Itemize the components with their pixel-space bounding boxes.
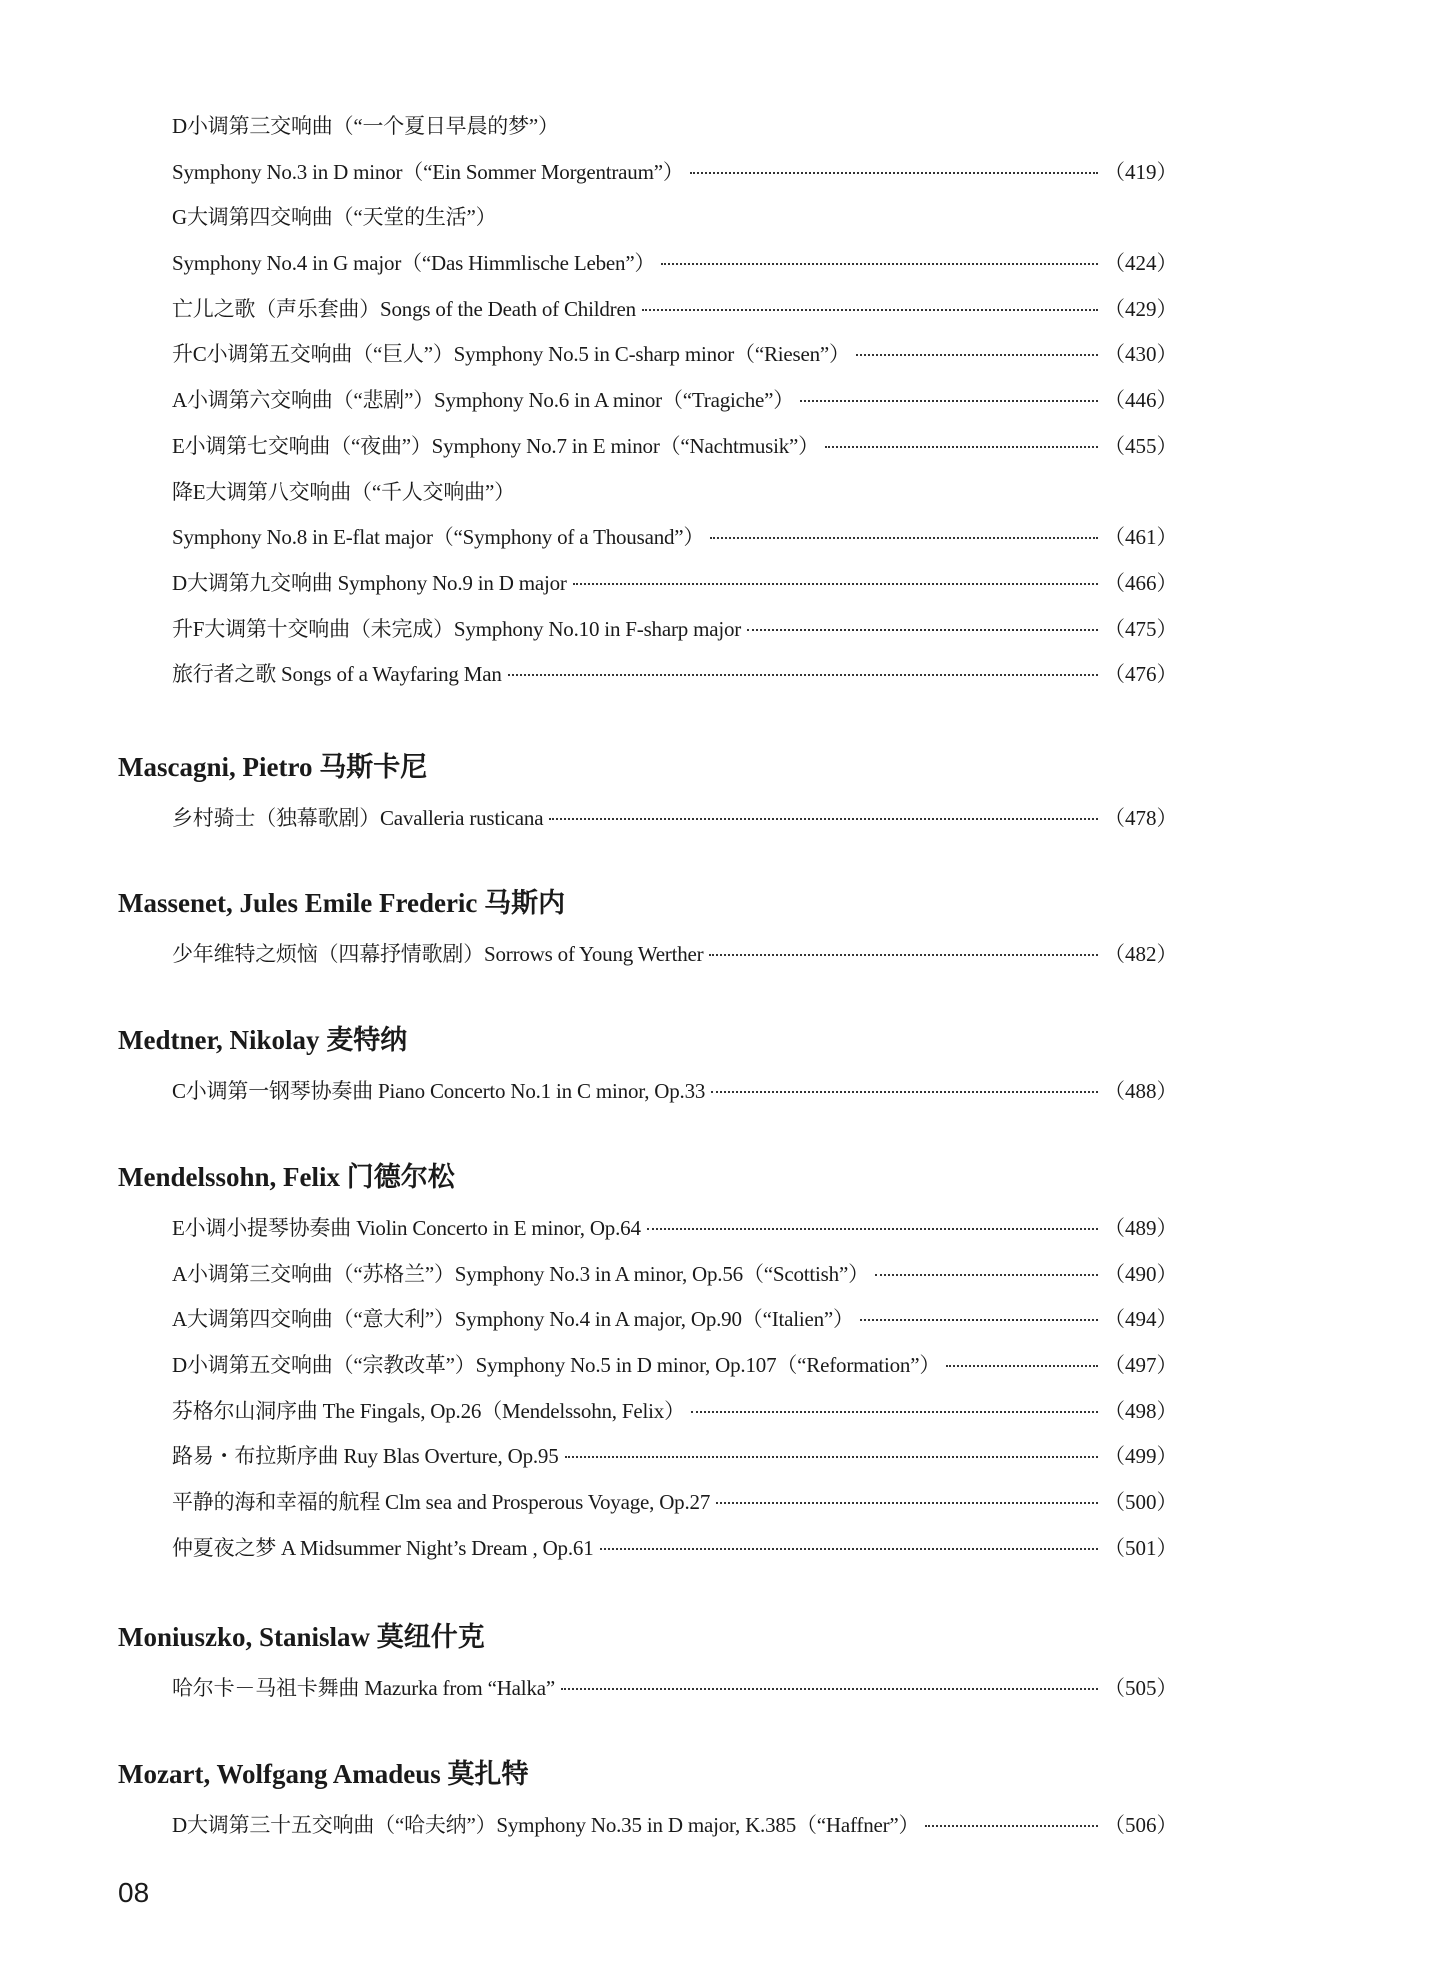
entry-page: （497） xyxy=(1104,1353,1178,1378)
entry-page: （501） xyxy=(1104,1535,1178,1560)
toc-entry[interactable] xyxy=(172,1480,1178,1526)
entry-page: （499） xyxy=(1104,1444,1178,1469)
entry-title: 降E大调第八交响曲（“千人交响曲”） xyxy=(172,479,515,504)
dot-leader xyxy=(565,1456,1098,1458)
dot-leader xyxy=(825,446,1098,448)
composer-heading: Mascagni, Pietro 马斯卡尼 xyxy=(118,752,428,782)
entry-page: （461） xyxy=(1104,525,1178,550)
toc-entry[interactable] xyxy=(172,1434,1178,1480)
entry-page: （466） xyxy=(1104,570,1178,595)
entry-page: （490） xyxy=(1104,1261,1178,1286)
entry-title: 哈尔卡－马祖卡舞曲 Mazurka from “Halka” xyxy=(172,1676,555,1700)
entry-title: A小调第三交响曲（“苏格兰”）Symphony No.3 in A minor, Op.56（“Scottish”） xyxy=(172,1261,869,1286)
dot-leader xyxy=(856,354,1098,356)
entry-page: （429） xyxy=(1104,296,1178,321)
entry-title: D大调第九交响曲 Symphony No.9 in D major xyxy=(172,570,567,595)
toc-entry[interactable] xyxy=(172,561,1178,607)
toc-entry[interactable] xyxy=(172,1666,1178,1712)
entry-title: 芬格尔山洞序曲 The Fingals, Op.26（Mendelssohn, Felix） xyxy=(172,1398,685,1423)
entry-page: （424） xyxy=(1104,251,1178,276)
toc-entry[interactable] xyxy=(172,1389,1178,1435)
dot-leader xyxy=(600,1548,1098,1550)
toc-entry[interactable] xyxy=(172,287,1178,333)
toc-entry[interactable] xyxy=(172,1343,1178,1389)
composer-section-medtner xyxy=(118,1017,1178,1115)
toc-entry[interactable] xyxy=(172,652,1178,698)
toc-entry[interactable] xyxy=(172,1526,1178,1572)
toc-entry[interactable] xyxy=(172,424,1178,470)
page-number: 08 xyxy=(118,1877,150,1908)
entry-title: Symphony No.3 in D minor（“Ein Sommer Morgentraum”） xyxy=(172,159,684,184)
toc-entry[interactable] xyxy=(172,241,1178,287)
entry-title: 乡村骑士（独幕歌剧）Cavalleria rusticana xyxy=(172,806,544,830)
dot-leader xyxy=(573,583,1098,585)
composer-section-massenet xyxy=(118,880,1178,978)
toc-entry[interactable] xyxy=(172,932,1178,978)
toc-entry[interactable] xyxy=(172,332,1178,378)
composer-section-mendelssohn xyxy=(118,1154,1178,1572)
toc-entry[interactable] xyxy=(172,1069,1178,1115)
toc-entry[interactable] xyxy=(172,1252,1178,1298)
entry-title: 旅行者之歌 Songs of a Wayfaring Man xyxy=(172,662,502,687)
entry-page: （419） xyxy=(1104,159,1178,184)
entry-page: （488） xyxy=(1104,1079,1178,1103)
entry-page: （475） xyxy=(1104,616,1178,641)
toc-entry[interactable] xyxy=(172,796,1178,842)
entry-page: （455） xyxy=(1104,433,1178,458)
entry-page: （476） xyxy=(1104,662,1178,687)
composer-section-moniuszko xyxy=(118,1614,1178,1712)
dot-leader xyxy=(875,1274,1098,1276)
entry-page: （494） xyxy=(1104,1307,1178,1332)
entry-page: （446） xyxy=(1104,388,1178,413)
entry-title: 升C小调第五交响曲（“巨人”）Symphony No.5 in C-sharp minor（“Riesen”） xyxy=(172,342,850,367)
dot-leader xyxy=(690,172,1098,174)
toc-entry[interactable] xyxy=(172,378,1178,424)
toc-entry[interactable] xyxy=(172,1206,1178,1252)
composer-heading: Mendelssohn, Felix 门德尔松 xyxy=(118,1162,455,1192)
entry-title: D小调第五交响曲（“宗教改革”）Symphony No.5 in D minor, Op.107（“Reformation”） xyxy=(172,1353,941,1378)
entry-title: Symphony No.4 in G major（“Das Himmlische Leben”） xyxy=(172,251,656,276)
entry-title: D小调第三交响曲（“一个夏日早晨的梦”） xyxy=(172,114,559,138)
composer-heading: Mozart, Wolfgang Amadeus 莫扎特 xyxy=(118,1759,529,1789)
composer-heading: Moniuszko, Stanislaw 莫纽什克 xyxy=(118,1622,485,1652)
dot-leader xyxy=(946,1365,1098,1367)
toc-entry[interactable] xyxy=(172,104,1172,150)
toc-entry[interactable] xyxy=(172,195,1172,241)
dot-leader xyxy=(747,629,1098,631)
entry-title: 路易・布拉斯序曲 Ruy Blas Overture, Op.95 xyxy=(172,1444,559,1469)
dot-leader xyxy=(549,818,1098,820)
dot-leader xyxy=(691,1411,1098,1413)
toc-entry[interactable] xyxy=(172,1803,1178,1849)
entry-title: E小调小提琴协奏曲 Violin Concerto in E minor, Op.64 xyxy=(172,1216,641,1240)
dot-leader xyxy=(642,309,1098,311)
dot-leader xyxy=(709,954,1098,956)
continued-entries xyxy=(172,104,1178,698)
entry-page: （505） xyxy=(1104,1676,1178,1700)
toc-entry[interactable] xyxy=(172,515,1178,561)
entry-title: 仲夏夜之梦 A Midsummer Night’s Dream , Op.61 xyxy=(172,1535,594,1560)
entry-title: G大调第四交响曲（“天堂的生活”） xyxy=(172,205,497,230)
dot-leader xyxy=(508,674,1098,676)
entry-page: （489） xyxy=(1104,1216,1178,1240)
entry-title: 亡儿之歌（声乐套曲）Songs of the Death of Children xyxy=(172,296,636,321)
composer-section-mozart xyxy=(118,1751,1178,1849)
dot-leader xyxy=(711,1091,1098,1093)
toc-entry[interactable] xyxy=(172,150,1178,196)
entry-title: 平静的海和幸福的航程 Clm sea and Prosperous Voyage, Op.27 xyxy=(172,1490,711,1515)
entry-title: D大调第三十五交响曲（“哈夫纳”）Symphony No.35 in D major, K.385（“Haffner”） xyxy=(172,1813,920,1837)
entry-page: （478） xyxy=(1104,806,1178,830)
entry-title: 升F大调第十交响曲（未完成）Symphony No.10 in F-sharp major xyxy=(172,616,742,641)
dot-leader xyxy=(647,1228,1098,1230)
composer-heading: Medtner, Nikolay 麦特纳 xyxy=(118,1025,408,1055)
entry-page: （482） xyxy=(1104,942,1178,966)
entry-title: A小调第六交响曲（“悲剧”）Symphony No.6 in A minor（“Tragiche”） xyxy=(172,388,795,413)
toc-entry[interactable] xyxy=(172,1297,1178,1343)
dot-leader xyxy=(860,1319,1098,1321)
entry-page: （430） xyxy=(1104,342,1178,367)
composer-section-mascagni xyxy=(118,744,1178,842)
dot-leader xyxy=(800,400,1098,402)
dot-leader xyxy=(716,1502,1098,1504)
dot-leader xyxy=(710,537,1098,539)
entry-title: A大调第四交响曲（“意大利”）Symphony No.4 in A major, Op.90（“Italien”） xyxy=(172,1307,854,1332)
entry-title: C小调第一钢琴协奏曲 Piano Concerto No.1 in C minor, Op.33 xyxy=(172,1079,706,1103)
toc-entry[interactable] xyxy=(172,607,1178,653)
entry-title: Symphony No.8 in E-flat major（“Symphony of a Thousand”） xyxy=(172,525,705,550)
toc-entry[interactable] xyxy=(172,470,1172,516)
entry-page: （506） xyxy=(1104,1813,1178,1837)
entry-page: （500） xyxy=(1104,1490,1178,1515)
dot-leader xyxy=(561,1688,1098,1690)
entry-page: （498） xyxy=(1104,1398,1178,1423)
composer-heading: Massenet, Jules Emile Frederic 马斯内 xyxy=(118,888,566,918)
dot-leader xyxy=(925,1825,1098,1827)
entry-title: E小调第七交响曲（“夜曲”）Symphony No.7 in E minor（“Nachtmusik”） xyxy=(172,433,819,458)
entry-title: 少年维特之烦恼（四幕抒情歌剧）Sorrows of Young Werther xyxy=(172,942,704,966)
dot-leader xyxy=(661,263,1098,265)
